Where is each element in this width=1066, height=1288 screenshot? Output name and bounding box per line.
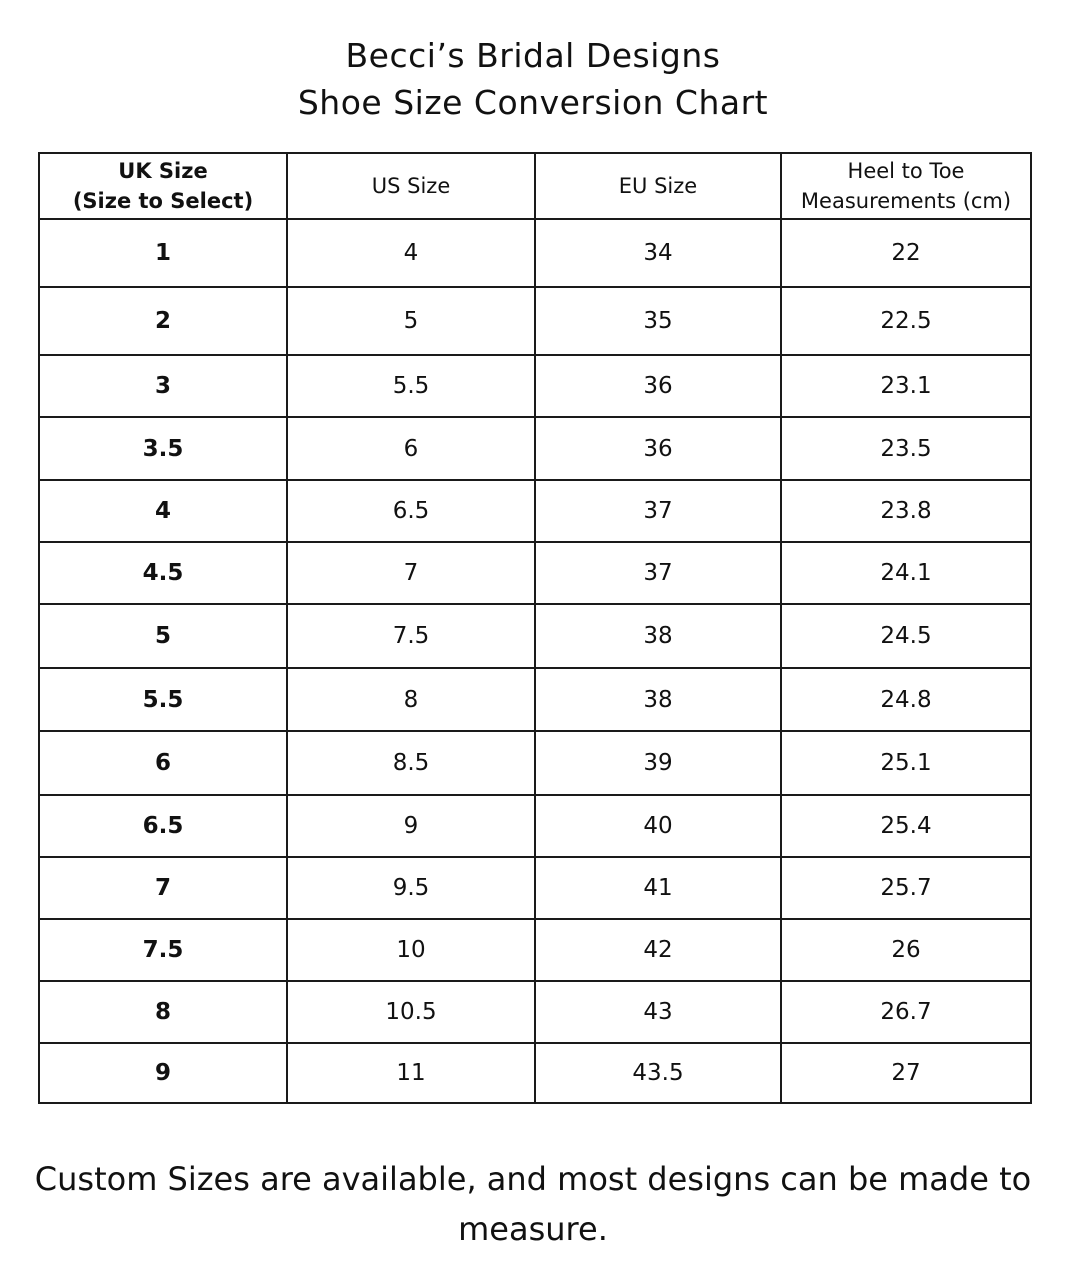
- cell-us-size: 7.5: [287, 604, 535, 668]
- cell-uk-size: 6: [39, 731, 287, 795]
- cell-heel-to-toe: 22: [781, 219, 1031, 287]
- cell-eu-size: 36: [535, 355, 781, 417]
- cell-eu-size: 42: [535, 919, 781, 981]
- cell-heel-to-toe: 23.5: [781, 417, 1031, 480]
- table-row: [39, 1043, 1031, 1103]
- cell-eu-size: 34: [535, 219, 781, 287]
- custom-sizes-note: Custom Sizes are available, and most designs can be made to measure.: [34, 1160, 1032, 1248]
- cell-eu-size: 41: [535, 857, 781, 919]
- cell-heel-to-toe: 24.8: [781, 668, 1031, 731]
- cell-us-size: 8: [287, 668, 535, 731]
- cell-uk-size: 2: [39, 287, 287, 355]
- header-uk-size-note: (Size to Select): [72, 189, 254, 213]
- cell-uk-size: 3.5: [39, 417, 287, 480]
- table-header-row: [39, 153, 1031, 219]
- table-row: [39, 417, 1031, 480]
- table-row: [39, 731, 1031, 795]
- cell-heel-to-toe: 23.1: [781, 355, 1031, 417]
- cell-eu-size: 35: [535, 287, 781, 355]
- cell-heel-to-toe: 26: [781, 919, 1031, 981]
- table-row: [39, 287, 1031, 355]
- header-us-size: US Size: [287, 153, 535, 219]
- cell-uk-size: 7.5: [39, 919, 287, 981]
- cell-uk-size: 8: [39, 981, 287, 1043]
- header-uk-size: [39, 153, 287, 219]
- cell-heel-to-toe: 23.8: [781, 480, 1031, 542]
- cell-us-size: 6.5: [287, 480, 535, 542]
- cell-heel-to-toe: 27: [781, 1043, 1031, 1103]
- cell-eu-size: 43: [535, 981, 781, 1043]
- cell-us-size: 6: [287, 417, 535, 480]
- cell-us-size: 10: [287, 919, 535, 981]
- cell-us-size: 4: [287, 219, 535, 287]
- cell-us-size: 9.5: [287, 857, 535, 919]
- table-row: [39, 668, 1031, 731]
- cell-uk-size: 4: [39, 480, 287, 542]
- cell-eu-size: 39: [535, 731, 781, 795]
- cell-uk-size: 5: [39, 604, 287, 668]
- cell-uk-size: 3: [39, 355, 287, 417]
- cell-uk-size: 7: [39, 857, 287, 919]
- table-row: [39, 795, 1031, 857]
- cell-heel-to-toe: 25.7: [781, 857, 1031, 919]
- table-row: [39, 219, 1031, 287]
- table-row: [39, 981, 1031, 1043]
- header-eu-size: EU Size: [535, 153, 781, 219]
- cell-heel-to-toe: 25.1: [781, 731, 1031, 795]
- header-uk-size-label: UK Size: [118, 159, 208, 183]
- header-heel-to-toe-unit: Measurements (cm): [800, 189, 1012, 213]
- cell-eu-size: 40: [535, 795, 781, 857]
- table-row: [39, 604, 1031, 668]
- cell-uk-size: 1: [39, 219, 287, 287]
- table-row: [39, 857, 1031, 919]
- cell-us-size: 8.5: [287, 731, 535, 795]
- cell-heel-to-toe: 26.7: [781, 981, 1031, 1043]
- cell-eu-size: 37: [535, 542, 781, 604]
- cell-eu-size: 43.5: [535, 1043, 781, 1103]
- cell-uk-size: 4.5: [39, 542, 287, 604]
- table-row: [39, 542, 1031, 604]
- table-row: [39, 355, 1031, 417]
- cell-uk-size: 5.5: [39, 668, 287, 731]
- table-row: [39, 480, 1031, 542]
- cell-heel-to-toe: 22.5: [781, 287, 1031, 355]
- page-subtitle: Shoe Size Conversion Chart: [297, 83, 769, 122]
- table-row: [39, 919, 1031, 981]
- cell-uk-size: 6.5: [39, 795, 287, 857]
- header-heel-to-toe-label: Heel to Toe: [847, 159, 965, 183]
- cell-us-size: 11: [287, 1043, 535, 1103]
- cell-eu-size: 36: [535, 417, 781, 480]
- cell-us-size: 5.5: [287, 355, 535, 417]
- table-body: [39, 219, 1031, 1103]
- cell-heel-to-toe: 25.4: [781, 795, 1031, 857]
- cell-eu-size: 37: [535, 480, 781, 542]
- cell-us-size: 10.5: [287, 981, 535, 1043]
- cell-eu-size: 38: [535, 604, 781, 668]
- cell-uk-size: 9: [39, 1043, 287, 1103]
- cell-heel-to-toe: 24.5: [781, 604, 1031, 668]
- cell-heel-to-toe: 24.1: [781, 542, 1031, 604]
- page-title: Becci’s Bridal Designs: [345, 36, 721, 75]
- cell-eu-size: 38: [535, 668, 781, 731]
- cell-us-size: 9: [287, 795, 535, 857]
- size-conversion-table: [38, 152, 1032, 1104]
- cell-us-size: 7: [287, 542, 535, 604]
- header-heel-to-toe: [781, 153, 1031, 219]
- cell-us-size: 5: [287, 287, 535, 355]
